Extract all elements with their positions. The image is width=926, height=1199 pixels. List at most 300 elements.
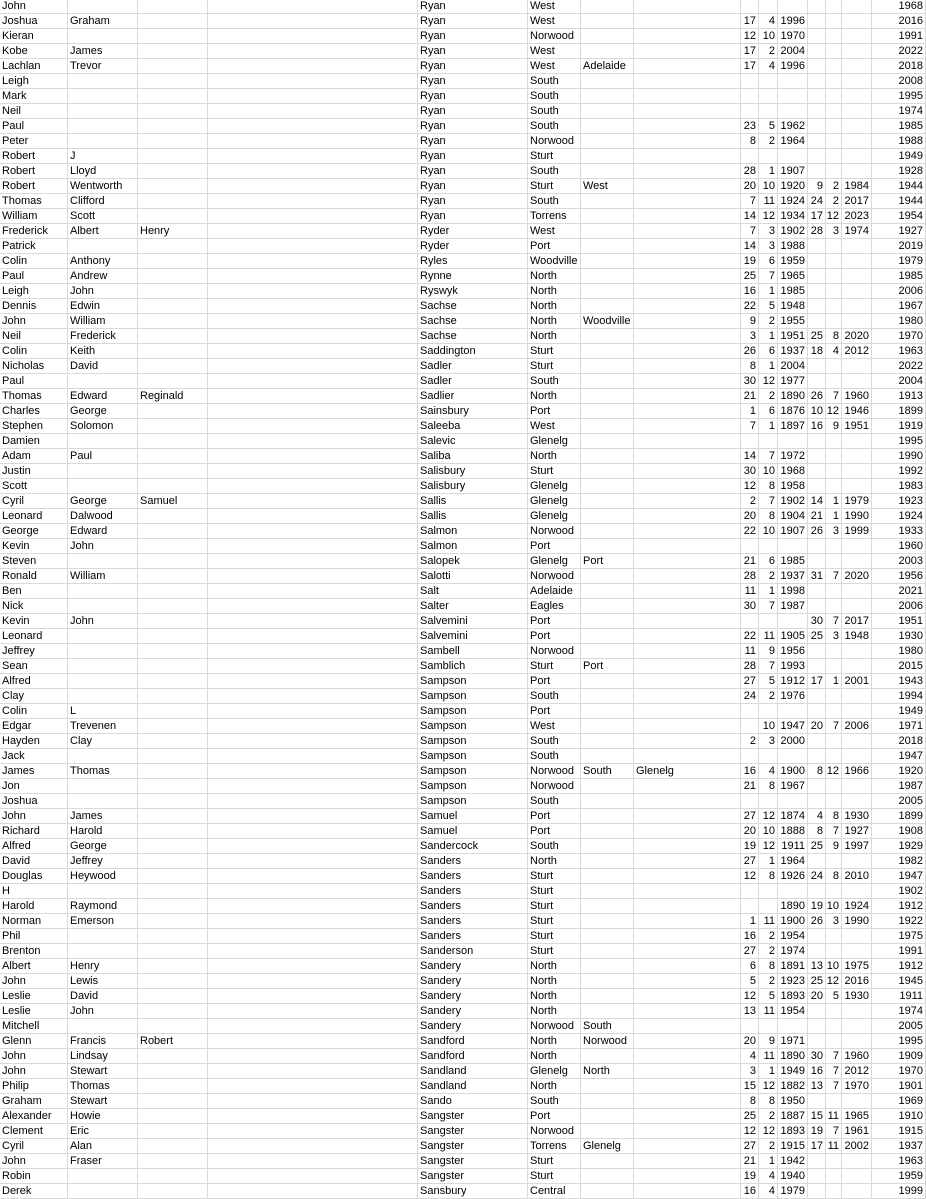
surname-cell[interactable]: Saddington [418, 344, 528, 359]
death-year-cell[interactable]: 1951 [842, 419, 872, 434]
surname-cell[interactable]: Sallis [418, 509, 528, 524]
death-day-cell[interactable] [808, 884, 826, 899]
first-name-cell[interactable]: Colin [0, 344, 68, 359]
club3-cell[interactable] [634, 269, 741, 284]
birth-month-cell[interactable]: 7 [759, 449, 778, 464]
blank-cell[interactable] [208, 644, 418, 659]
death-month-cell[interactable] [826, 689, 842, 704]
blank-cell[interactable] [208, 884, 418, 899]
club-cell[interactable]: Woodville [528, 254, 581, 269]
third-name-cell[interactable] [138, 329, 208, 344]
death-year-cell[interactable]: 2023 [842, 209, 872, 224]
club2-cell[interactable] [581, 689, 634, 704]
club3-cell[interactable] [634, 899, 741, 914]
club-cell[interactable]: Sturt [528, 1154, 581, 1169]
birth-month-cell[interactable]: 12 [759, 809, 778, 824]
birth-month-cell[interactable]: 8 [759, 1094, 778, 1109]
third-name-cell[interactable] [138, 1169, 208, 1184]
birth-day-cell[interactable]: 19 [741, 839, 759, 854]
first-name-cell[interactable]: Jon [0, 779, 68, 794]
second-name-cell[interactable]: John [68, 1004, 138, 1019]
death-day-cell[interactable]: 26 [808, 914, 826, 929]
death-year-cell[interactable]: 2017 [842, 194, 872, 209]
surname-cell[interactable]: Ryan [418, 194, 528, 209]
club3-cell[interactable] [634, 164, 741, 179]
death-year-cell[interactable]: 1946 [842, 404, 872, 419]
blank-cell[interactable] [208, 1049, 418, 1064]
second-name-cell[interactable]: Henry [68, 959, 138, 974]
death-day-cell[interactable] [808, 299, 826, 314]
first-name-cell[interactable]: Ronald [0, 569, 68, 584]
debut-year-cell[interactable]: 1990 [872, 449, 926, 464]
birth-day-cell[interactable]: 8 [741, 1094, 759, 1109]
second-name-cell[interactable]: James [68, 809, 138, 824]
death-year-cell[interactable] [842, 434, 872, 449]
club2-cell[interactable] [581, 104, 634, 119]
birth-month-cell[interactable]: 4 [759, 764, 778, 779]
blank-cell[interactable] [208, 389, 418, 404]
death-year-cell[interactable]: 2010 [842, 869, 872, 884]
second-name-cell[interactable]: John [68, 539, 138, 554]
third-name-cell[interactable] [138, 839, 208, 854]
club3-cell[interactable] [634, 749, 741, 764]
surname-cell[interactable]: Saliba [418, 449, 528, 464]
club-cell[interactable]: Port [528, 629, 581, 644]
birth-day-cell[interactable]: 3 [741, 1064, 759, 1079]
birth-month-cell[interactable] [759, 104, 778, 119]
death-month-cell[interactable]: 8 [826, 809, 842, 824]
first-name-cell[interactable]: Nick [0, 599, 68, 614]
birth-month-cell[interactable]: 12 [759, 1079, 778, 1094]
death-year-cell[interactable] [842, 644, 872, 659]
debut-year-cell[interactable]: 1979 [872, 254, 926, 269]
birth-day-cell[interactable]: 12 [741, 479, 759, 494]
death-month-cell[interactable] [826, 794, 842, 809]
debut-year-cell[interactable]: 1901 [872, 1079, 926, 1094]
birth-month-cell[interactable]: 4 [759, 1169, 778, 1184]
club2-cell[interactable]: Adelaide [581, 59, 634, 74]
birth-day-cell[interactable]: 16 [741, 1184, 759, 1199]
death-month-cell[interactable]: 7 [826, 569, 842, 584]
blank-cell[interactable] [208, 0, 418, 14]
blank-cell[interactable] [208, 674, 418, 689]
birth-year-cell[interactable]: 1890 [778, 1049, 808, 1064]
debut-year-cell[interactable]: 2022 [872, 44, 926, 59]
club-cell[interactable]: South [528, 119, 581, 134]
second-name-cell[interactable]: Eric [68, 1124, 138, 1139]
debut-year-cell[interactable]: 1995 [872, 89, 926, 104]
second-name-cell[interactable]: Dalwood [68, 509, 138, 524]
club-cell[interactable]: Norwood [528, 764, 581, 779]
blank-cell[interactable] [208, 494, 418, 509]
birth-month-cell[interactable]: 4 [759, 14, 778, 29]
second-name-cell[interactable] [68, 29, 138, 44]
second-name-cell[interactable]: Lloyd [68, 164, 138, 179]
death-year-cell[interactable] [842, 59, 872, 74]
first-name-cell[interactable]: Robin [0, 1169, 68, 1184]
surname-cell[interactable]: Sampson [418, 794, 528, 809]
debut-year-cell[interactable]: 1999 [872, 1184, 926, 1199]
club-cell[interactable]: South [528, 104, 581, 119]
birth-month-cell[interactable]: 11 [759, 194, 778, 209]
birth-year-cell[interactable]: 1924 [778, 194, 808, 209]
death-year-cell[interactable]: 1975 [842, 959, 872, 974]
third-name-cell[interactable] [138, 1109, 208, 1124]
death-month-cell[interactable]: 2 [826, 194, 842, 209]
death-month-cell[interactable]: 5 [826, 989, 842, 1004]
debut-year-cell[interactable]: 1974 [872, 1004, 926, 1019]
club3-cell[interactable] [634, 1064, 741, 1079]
birth-month-cell[interactable]: 8 [759, 869, 778, 884]
death-year-cell[interactable] [842, 1184, 872, 1199]
club3-cell[interactable] [634, 734, 741, 749]
debut-year-cell[interactable]: 2018 [872, 59, 926, 74]
death-month-cell[interactable] [826, 944, 842, 959]
death-month-cell[interactable] [826, 14, 842, 29]
surname-cell[interactable]: Sadler [418, 374, 528, 389]
death-day-cell[interactable]: 20 [808, 989, 826, 1004]
death-day-cell[interactable]: 8 [808, 764, 826, 779]
third-name-cell[interactable] [138, 239, 208, 254]
third-name-cell[interactable] [138, 434, 208, 449]
club-cell[interactable]: West [528, 719, 581, 734]
club2-cell[interactable] [581, 239, 634, 254]
birth-year-cell[interactable]: 1900 [778, 764, 808, 779]
birth-year-cell[interactable]: 1882 [778, 1079, 808, 1094]
club-cell[interactable]: North [528, 1004, 581, 1019]
club-cell[interactable]: Norwood [528, 524, 581, 539]
debut-year-cell[interactable]: 2005 [872, 794, 926, 809]
club3-cell[interactable] [634, 854, 741, 869]
birth-day-cell[interactable]: 2 [741, 734, 759, 749]
surname-cell[interactable]: Sangster [418, 1139, 528, 1154]
third-name-cell[interactable] [138, 674, 208, 689]
second-name-cell[interactable] [68, 89, 138, 104]
death-day-cell[interactable] [808, 74, 826, 89]
birth-day-cell[interactable]: 21 [741, 554, 759, 569]
debut-year-cell[interactable]: 1968 [872, 0, 926, 14]
blank-cell[interactable] [208, 704, 418, 719]
club2-cell[interactable] [581, 209, 634, 224]
death-day-cell[interactable]: 24 [808, 194, 826, 209]
second-name-cell[interactable]: Howie [68, 1109, 138, 1124]
death-day-cell[interactable] [808, 584, 826, 599]
death-month-cell[interactable]: 3 [826, 524, 842, 539]
club-cell[interactable]: Port [528, 809, 581, 824]
blank-cell[interactable] [208, 1139, 418, 1154]
debut-year-cell[interactable]: 2004 [872, 374, 926, 389]
surname-cell[interactable]: Samblich [418, 659, 528, 674]
debut-year-cell[interactable]: 1915 [872, 1124, 926, 1139]
death-year-cell[interactable] [842, 14, 872, 29]
birth-year-cell[interactable]: 1954 [778, 929, 808, 944]
club2-cell[interactable] [581, 1049, 634, 1064]
club-cell[interactable]: Port [528, 614, 581, 629]
surname-cell[interactable]: Ryan [418, 14, 528, 29]
surname-cell[interactable]: Salotti [418, 569, 528, 584]
club3-cell[interactable] [634, 689, 741, 704]
club-cell[interactable]: West [528, 224, 581, 239]
club2-cell[interactable] [581, 479, 634, 494]
surname-cell[interactable]: Salisbury [418, 464, 528, 479]
birth-day-cell[interactable]: 25 [741, 269, 759, 284]
birth-month-cell[interactable]: 2 [759, 389, 778, 404]
death-year-cell[interactable]: 1999 [842, 524, 872, 539]
club-cell[interactable]: Norwood [528, 644, 581, 659]
birth-year-cell[interactable]: 1912 [778, 674, 808, 689]
club2-cell[interactable] [581, 794, 634, 809]
third-name-cell[interactable] [138, 899, 208, 914]
death-year-cell[interactable] [842, 149, 872, 164]
birth-day-cell[interactable]: 8 [741, 134, 759, 149]
death-day-cell[interactable] [808, 1019, 826, 1034]
club3-cell[interactable] [634, 0, 741, 14]
debut-year-cell[interactable]: 2006 [872, 284, 926, 299]
death-day-cell[interactable] [808, 464, 826, 479]
debut-year-cell[interactable]: 1924 [872, 509, 926, 524]
second-name-cell[interactable]: Fraser [68, 1154, 138, 1169]
surname-cell[interactable]: Ryan [418, 0, 528, 14]
debut-year-cell[interactable]: 1912 [872, 959, 926, 974]
birth-day-cell[interactable] [741, 899, 759, 914]
club-cell[interactable]: North [528, 389, 581, 404]
third-name-cell[interactable] [138, 1139, 208, 1154]
birth-year-cell[interactable]: 2004 [778, 359, 808, 374]
death-day-cell[interactable]: 25 [808, 839, 826, 854]
blank-cell[interactable] [208, 179, 418, 194]
birth-month-cell[interactable]: 2 [759, 689, 778, 704]
blank-cell[interactable] [208, 824, 418, 839]
blank-cell[interactable] [208, 284, 418, 299]
third-name-cell[interactable] [138, 89, 208, 104]
second-name-cell[interactable] [68, 104, 138, 119]
first-name-cell[interactable]: John [0, 0, 68, 14]
club2-cell[interactable]: South [581, 764, 634, 779]
death-year-cell[interactable] [842, 479, 872, 494]
surname-cell[interactable]: Salt [418, 584, 528, 599]
second-name-cell[interactable]: Jeffrey [68, 854, 138, 869]
birth-day-cell[interactable]: 27 [741, 1139, 759, 1154]
second-name-cell[interactable]: David [68, 989, 138, 1004]
club-cell[interactable]: Glenelg [528, 554, 581, 569]
third-name-cell[interactable] [138, 794, 208, 809]
third-name-cell[interactable] [138, 824, 208, 839]
birth-month-cell[interactable]: 11 [759, 914, 778, 929]
third-name-cell[interactable] [138, 584, 208, 599]
death-day-cell[interactable] [808, 659, 826, 674]
birth-month-cell[interactable]: 1 [759, 419, 778, 434]
club-cell[interactable]: Port [528, 1109, 581, 1124]
blank-cell[interactable] [208, 539, 418, 554]
birth-day-cell[interactable] [741, 74, 759, 89]
club-cell[interactable]: Sturt [528, 179, 581, 194]
death-year-cell[interactable] [842, 104, 872, 119]
death-year-cell[interactable] [842, 929, 872, 944]
debut-year-cell[interactable]: 2018 [872, 734, 926, 749]
birth-year-cell[interactable]: 1974 [778, 944, 808, 959]
surname-cell[interactable]: Sandery [418, 1019, 528, 1034]
blank-cell[interactable] [208, 359, 418, 374]
death-year-cell[interactable] [842, 284, 872, 299]
third-name-cell[interactable] [138, 269, 208, 284]
blank-cell[interactable] [208, 629, 418, 644]
club3-cell[interactable] [634, 329, 741, 344]
first-name-cell[interactable]: Norman [0, 914, 68, 929]
debut-year-cell[interactable]: 1991 [872, 29, 926, 44]
second-name-cell[interactable] [68, 434, 138, 449]
death-year-cell[interactable]: 1990 [842, 509, 872, 524]
club-cell[interactable]: Eagles [528, 599, 581, 614]
third-name-cell[interactable] [138, 1184, 208, 1199]
birth-month-cell[interactable]: 9 [759, 1034, 778, 1049]
club2-cell[interactable] [581, 374, 634, 389]
club3-cell[interactable] [634, 794, 741, 809]
debut-year-cell[interactable]: 1910 [872, 1109, 926, 1124]
third-name-cell[interactable] [138, 59, 208, 74]
death-day-cell[interactable]: 13 [808, 1079, 826, 1094]
club-cell[interactable]: North [528, 1049, 581, 1064]
birth-day-cell[interactable]: 7 [741, 224, 759, 239]
birth-month-cell[interactable]: 2 [759, 1139, 778, 1154]
birth-day-cell[interactable]: 5 [741, 974, 759, 989]
birth-year-cell[interactable]: 1893 [778, 1124, 808, 1139]
death-day-cell[interactable] [808, 794, 826, 809]
birth-month-cell[interactable]: 4 [759, 1184, 778, 1199]
death-day-cell[interactable]: 28 [808, 224, 826, 239]
club2-cell[interactable] [581, 149, 634, 164]
third-name-cell[interactable] [138, 44, 208, 59]
death-month-cell[interactable] [826, 1094, 842, 1109]
third-name-cell[interactable] [138, 1004, 208, 1019]
birth-year-cell[interactable] [778, 884, 808, 899]
club-cell[interactable]: Adelaide [528, 584, 581, 599]
birth-day-cell[interactable]: 14 [741, 209, 759, 224]
club-cell[interactable]: Sturt [528, 1169, 581, 1184]
death-day-cell[interactable]: 14 [808, 494, 826, 509]
birth-day-cell[interactable]: 7 [741, 194, 759, 209]
birth-year-cell[interactable]: 1996 [778, 14, 808, 29]
birth-year-cell[interactable] [778, 0, 808, 14]
surname-cell[interactable]: Ryan [418, 59, 528, 74]
blank-cell[interactable] [208, 599, 418, 614]
blank-cell[interactable] [208, 764, 418, 779]
birth-day-cell[interactable] [741, 89, 759, 104]
death-month-cell[interactable] [826, 1154, 842, 1169]
club-cell[interactable]: South [528, 734, 581, 749]
third-name-cell[interactable] [138, 74, 208, 89]
first-name-cell[interactable]: Leonard [0, 509, 68, 524]
surname-cell[interactable]: Sandery [418, 959, 528, 974]
birth-year-cell[interactable]: 1893 [778, 989, 808, 1004]
first-name-cell[interactable]: John [0, 314, 68, 329]
death-year-cell[interactable]: 2012 [842, 344, 872, 359]
blank-cell[interactable] [208, 659, 418, 674]
death-day-cell[interactable]: 17 [808, 209, 826, 224]
birth-month-cell[interactable]: 3 [759, 734, 778, 749]
death-year-cell[interactable] [842, 689, 872, 704]
birth-year-cell[interactable]: 1993 [778, 659, 808, 674]
second-name-cell[interactable] [68, 929, 138, 944]
second-name-cell[interactable]: David [68, 359, 138, 374]
second-name-cell[interactable]: John [68, 284, 138, 299]
blank-cell[interactable] [208, 794, 418, 809]
death-year-cell[interactable] [842, 254, 872, 269]
club2-cell[interactable] [581, 1154, 634, 1169]
second-name-cell[interactable]: William [68, 314, 138, 329]
death-month-cell[interactable] [826, 104, 842, 119]
birth-year-cell[interactable]: 1911 [778, 839, 808, 854]
birth-year-cell[interactable]: 1956 [778, 644, 808, 659]
third-name-cell[interactable] [138, 869, 208, 884]
debut-year-cell[interactable]: 1920 [872, 764, 926, 779]
club-cell[interactable]: Norwood [528, 134, 581, 149]
blank-cell[interactable] [208, 59, 418, 74]
blank-cell[interactable] [208, 1064, 418, 1079]
surname-cell[interactable]: Sadlier [418, 389, 528, 404]
surname-cell[interactable]: Sachse [418, 314, 528, 329]
birth-month-cell[interactable] [759, 434, 778, 449]
death-year-cell[interactable] [842, 464, 872, 479]
death-day-cell[interactable] [808, 1094, 826, 1109]
death-year-cell[interactable]: 2012 [842, 1064, 872, 1079]
third-name-cell[interactable] [138, 1019, 208, 1034]
surname-cell[interactable]: Sambell [418, 644, 528, 659]
birth-year-cell[interactable]: 1949 [778, 1064, 808, 1079]
birth-year-cell[interactable]: 1874 [778, 809, 808, 824]
death-month-cell[interactable] [826, 74, 842, 89]
birth-month-cell[interactable]: 6 [759, 344, 778, 359]
first-name-cell[interactable]: Leigh [0, 284, 68, 299]
birth-month-cell[interactable]: 10 [759, 719, 778, 734]
birth-day-cell[interactable]: 27 [741, 854, 759, 869]
birth-day-cell[interactable]: 21 [741, 779, 759, 794]
club3-cell[interactable] [634, 74, 741, 89]
death-month-cell[interactable]: 2 [826, 179, 842, 194]
surname-cell[interactable]: Ryan [418, 149, 528, 164]
surname-cell[interactable]: Sampson [418, 749, 528, 764]
blank-cell[interactable] [208, 74, 418, 89]
club3-cell[interactable] [634, 959, 741, 974]
birth-day-cell[interactable]: 3 [741, 329, 759, 344]
death-month-cell[interactable] [826, 44, 842, 59]
death-day-cell[interactable]: 26 [808, 389, 826, 404]
birth-year-cell[interactable]: 1985 [778, 284, 808, 299]
club-cell[interactable]: North [528, 974, 581, 989]
club3-cell[interactable] [634, 359, 741, 374]
birth-month-cell[interactable]: 1 [759, 1154, 778, 1169]
birth-year-cell[interactable]: 1940 [778, 1169, 808, 1184]
surname-cell[interactable]: Salvemini [418, 614, 528, 629]
death-year-cell[interactable] [842, 794, 872, 809]
birth-day-cell[interactable] [741, 614, 759, 629]
club3-cell[interactable] [634, 614, 741, 629]
club3-cell[interactable] [634, 1049, 741, 1064]
blank-cell[interactable] [208, 269, 418, 284]
death-month-cell[interactable] [826, 239, 842, 254]
first-name-cell[interactable]: Albert [0, 959, 68, 974]
birth-year-cell[interactable]: 1907 [778, 524, 808, 539]
birth-month-cell[interactable]: 6 [759, 254, 778, 269]
death-month-cell[interactable]: 3 [826, 914, 842, 929]
birth-day-cell[interactable] [741, 749, 759, 764]
birth-month-cell[interactable]: 5 [759, 299, 778, 314]
surname-cell[interactable]: Salvemini [418, 629, 528, 644]
death-day-cell[interactable]: 25 [808, 329, 826, 344]
third-name-cell[interactable] [138, 539, 208, 554]
club2-cell[interactable] [581, 1109, 634, 1124]
club3-cell[interactable] [634, 944, 741, 959]
birth-year-cell[interactable]: 1888 [778, 824, 808, 839]
